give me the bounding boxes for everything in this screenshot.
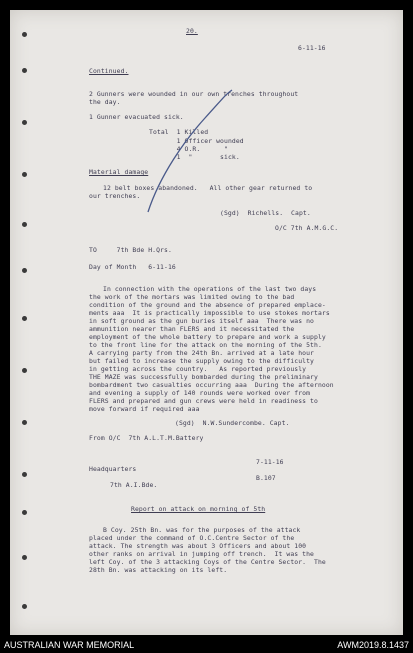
body-line: and evening a supply of 140 rounds were worked over from <box>89 389 311 397</box>
footer-accession-number: AWM2019.8.1437 <box>337 640 409 650</box>
report-line: 28th Bn. was attacking on its left. <box>89 566 228 574</box>
body-line: but failed to increase the supply owing to the difficulty <box>89 357 315 365</box>
brigade-label: 7th A.I.Bde. <box>110 481 158 489</box>
body-line: the work of the mortars was limited owing to the bad <box>89 293 295 301</box>
body-line: ammunition nearer than FLERS and it necessitated the <box>89 325 295 333</box>
day-of-month: Day of Month 6-11-16 <box>89 263 176 271</box>
material-heading: Material damage <box>89 168 149 176</box>
totals-line: 1 Officer wounded <box>149 137 244 145</box>
signature-unit: O/C 7th A.M.G.C. <box>275 224 339 232</box>
report-line: other ranks on arrival in jumping off trench. It was the <box>89 550 315 558</box>
body-line: employment of the whole battery to prepare and work a supply <box>89 333 326 341</box>
footer-institution: AUSTRALIAN WAR MEMORIAL <box>4 640 135 650</box>
material-line: our trenches. <box>89 192 141 200</box>
material-line: 12 belt boxes abandoned. All other gear returned to <box>103 184 313 192</box>
body-line: to the front line for the attack on the morning of the 5th. <box>89 341 322 349</box>
body-line: condition of the ground and the absence of prepared emplace- <box>89 301 326 309</box>
report-line: attack. The strength was about 3 Officers and about 100 <box>89 542 307 550</box>
body-line: ments aaa It is practically impossible to use stokes mortars <box>89 309 330 317</box>
report-heading: Report on attack on morning of 5th <box>131 505 266 513</box>
to-line: TO 7th Bde H.Qrs. <box>89 246 172 254</box>
continued-label: Continued. <box>89 67 129 75</box>
signature-richells: (Sgd) Richells. Capt. <box>220 209 311 217</box>
wounded-line: the day. <box>89 98 121 106</box>
date-top: 6-11-16 <box>298 44 326 52</box>
page-number: 20. <box>186 27 198 35</box>
body-line: In connection with the operations of the last two days <box>103 285 317 293</box>
totals-line: 1 " sick. <box>149 153 240 161</box>
signature-sundercombe: (Sgd) N.W.Sundercombe. Capt. <box>175 419 290 427</box>
body-line: THE MAZE was successfully bombarded during the preliminary <box>89 373 318 381</box>
body-line: FLERS and prepared and gun crews were held in readiness to <box>89 397 318 405</box>
evacuated-line: 1 Gunner evacuated sick. <box>89 113 184 121</box>
body-line: in getting across the country. As reported previously <box>89 365 307 373</box>
report-line: left Coy. of the 3 attacking Coys of the Centre Sector. The <box>89 558 326 566</box>
body-line: A carrying party from the 24th Bn. arrived at a late hour <box>89 349 315 357</box>
reference-number: B.107 <box>256 474 276 482</box>
body-line: bombardment two casualties occurring aaa During the afternoon <box>89 381 334 389</box>
body-line: in soft ground as the gun buries itself aaa There was no <box>89 317 315 325</box>
wounded-line: 2 Gunners were wounded in our own trenches throughout <box>89 90 299 98</box>
totals-line: 4 O.R. " <box>149 145 228 153</box>
report-line: B Coy. 25th Bn. was for the purposes of the attack <box>103 526 301 534</box>
body-line: move forward if required aaa <box>89 405 200 413</box>
date-second: 7-11-16 <box>256 458 284 466</box>
report-line: placed under the command of O.C.Centre Sector of the <box>89 534 295 542</box>
headquarters-label: Headquarters <box>89 465 137 473</box>
totals-line: Total 1 Killed <box>149 128 209 136</box>
from-line: From O/C 7th A.L.T.M.Battery <box>89 434 204 442</box>
footer-bar <box>0 637 413 653</box>
